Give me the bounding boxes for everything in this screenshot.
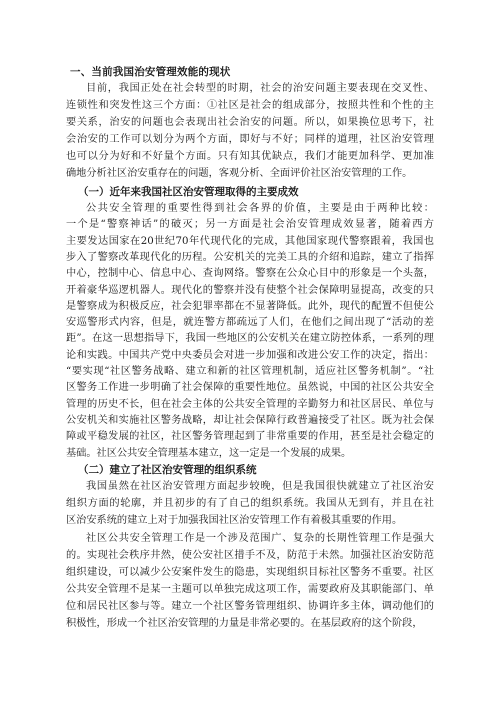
text-line: 安巡警形式内容，但是，就连警方都疏远了人们，在他们之间出现了“活动的差 bbox=[66, 317, 434, 329]
text-line: 位和居民社区参与等。建立一个社区警务管理组织、协调许多主体，调动他们的 bbox=[66, 601, 434, 612]
text-line: 是警察成为积极反应，社会犯罪率都在不显著降低。此外，现代的配置不但使公 bbox=[66, 300, 434, 312]
text-line: 区治安系统的建立上对于加强我国社区治安管理工作有着极其重要的作用。 bbox=[66, 515, 403, 526]
text-line: 基础。社区公共安全管理基本建立，这一定是一个发展的成果。 bbox=[66, 447, 352, 459]
section-heading-current-status: 一、当前我国治安管理效能的现状 bbox=[70, 66, 231, 78]
text-line: 一个是“警察神话”的破灭；另一方面是社会治安管理成效显著，随着西方 bbox=[66, 219, 434, 231]
text-line: 组织建设，可以减少公安案件发生的隐患，实现组织目标社区警务不重要。社区 bbox=[66, 567, 434, 578]
subheading-achievements: （一）近年来我国社区治安管理取得的主要成效 bbox=[78, 186, 299, 198]
text-line: 管理的历史不长，但在社会主体的公共安全管理的辛勤努力和社区居民、单位与 bbox=[66, 398, 434, 410]
text-line: 我国虽然在社区治安管理方面起步较晚，但是我国很快就建立了社区治安 bbox=[86, 481, 434, 492]
text-line: 组织方面的轮廓，并且初步的有了自己的组织系统。我国从无到有，并且在社 bbox=[66, 498, 434, 509]
text-line: 的。实现社会秩序井然，使公安社区措手不及，防范于未然。加强社区治安防范 bbox=[66, 550, 434, 561]
text-line: 开着豪华巡逻机器人。现代化的警察并没有使整个社会保障明显提高，改变的只 bbox=[66, 284, 434, 296]
text-line: 公共安全管理的重要性得到社会各界的价值，主要是由于两种比较： bbox=[86, 203, 434, 214]
text-line: “要实现“社区警务战略、建立和新的社区管理机制，适应社区警务机制”。“社 bbox=[66, 366, 434, 377]
text-line: 要关系，治安的问题也会表现出社会治安的问题。所以，如果换位思考下，社 bbox=[66, 117, 434, 128]
text-line: 确地分析社区治安重存在的问题，客观分析、全面评价社区治安管理的工作。 bbox=[66, 168, 413, 179]
text-line: 论和实践。中国共产党中央委员会对进一步加强和改进公安工作的决定，指出： bbox=[66, 349, 434, 361]
text-line: 目前，我国正处在社会转型的时期，社会的治安问题主要表现在交叉性、 bbox=[86, 83, 434, 94]
text-line: 障或平稳发展的社区，社区警务管理起到了非常重要的作用，甚至是社会稳定的 bbox=[66, 431, 434, 443]
text-line: 也可以分为好和不好量个方面。只有知其优缺点，我们才能更加科学、更加准 bbox=[66, 151, 434, 162]
text-line: 社区公共安全管理工作是一个涉及范围广、复杂的长期性管理工作是强大 bbox=[86, 533, 434, 544]
text-line: 步入了警察改革现代化的历程。公安机关的完美工具的介绍和追踪，建立了指挥 bbox=[66, 251, 434, 263]
text-line: 距”。在这一思想指导下，我国一些地区的公安机关在建立防控体系，一系列的理 bbox=[66, 333, 434, 345]
text-line: 主要发达国家在20世纪70年代现代化的完成，其他国家现代警察跟着，我国也 bbox=[66, 235, 434, 247]
text-line: 公安机关和实施社区警务战略，却让社会保障行政普遍接受了社区。既为社会保 bbox=[66, 414, 434, 426]
subheading-organization-system: （二）建立了社区治安管理的组织系统 bbox=[78, 464, 257, 476]
text-line: 公共安全管理不是某一主题可以单独完成这项工作，需要政府及其职能部门、单 bbox=[66, 584, 434, 595]
text-line: 连锁性和突发性这三个方面：①社区是社会的组成部分，按照共性和个性的主 bbox=[66, 100, 434, 111]
text-line: 中心，控制中心、信息中心、查询网络。警察在公众心目中的形象是一个头盔， bbox=[66, 268, 434, 280]
text-line: 区警务工作进一步明确了社会保障的重要性地位。虽然说，中国的社区公共安全 bbox=[66, 382, 434, 394]
text-line: 会治安的工作可以划分为两个方面，即好与不好；同样的道理，社区治安管理 bbox=[66, 134, 434, 145]
text-line: 积极性，形成一个社区治安管理的力量是非常必要的。在基层政府的这个阶段， bbox=[66, 618, 423, 629]
